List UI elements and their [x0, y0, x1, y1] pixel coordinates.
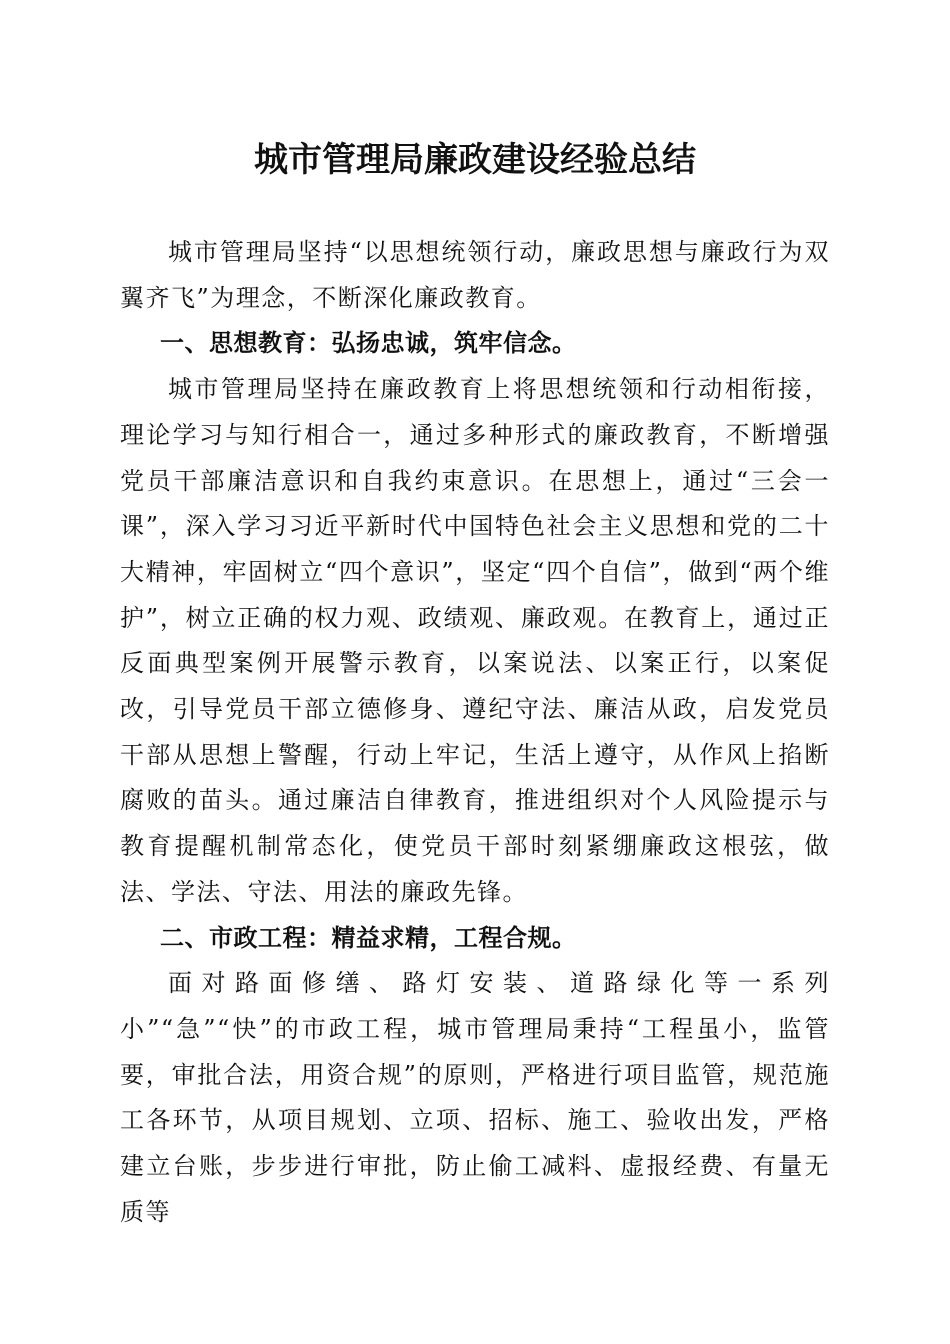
intro-paragraph: 城市管理局坚持“以思想统领行动，廉政思想与廉政行为双翼齐飞”为理念，不断深化廉政教育。	[120, 238, 830, 312]
document-title: 城市管理局廉政建设经验总结	[254, 140, 696, 180]
section-heading-ideological-education: 一、思想教育：弘扬忠诚，筑牢信念。	[160, 329, 577, 358]
document-body	[120, 230, 830, 1235]
section-paragraph-ideological-education: 城市管理局坚持在廉政教育上将思想统领和行动相衔接，理论学习与知行相合一，通过多种形式的廉政教育，不断增强党员干部廉洁意识和自我约束意识。在思想上，通过“三会一课”，深入学习习近平新时代中国特色社会主义思想和党的二十大精神，牢固树立“四个意识”，坚定“四个自信”，做到“两个维护”，树立正确的权力观、政绩观、廉政观。在教育上，通过正反面典型案例开展警示教育，以案说法、以案正行，以案促改，引导党员干部立德修身、遵纪守法、廉洁从政，启发党员干部从思想上警醒，行动上牢记，生活上遵守，从作风上掐断腐败的苗头。通过廉洁自律教育，推进组织对个人风险提示与教育提醒机制常态化，使党员干部时刻紧绷廉政这根弦，做法、学法、守法、用法的廉政先锋。	[120, 375, 830, 906]
section-paragraph-municipal-engineering: 面对路面修缮、路灯安装、道路绿化等一系列小”“急”“快”的市政工程，城市管理局秉持“工程虽小，监管要，审批合法，用资合规”的原则，严格进行项目监管，规范施工各环节，从项目规划、立项、招标、施工、验收出发，严格建立台账，步步进行审批，防止偷工减料、虚报经费、有量无质等	[120, 969, 830, 1226]
section-heading-municipal-engineering: 二、市政工程：精益求精，工程合规。	[160, 923, 577, 952]
